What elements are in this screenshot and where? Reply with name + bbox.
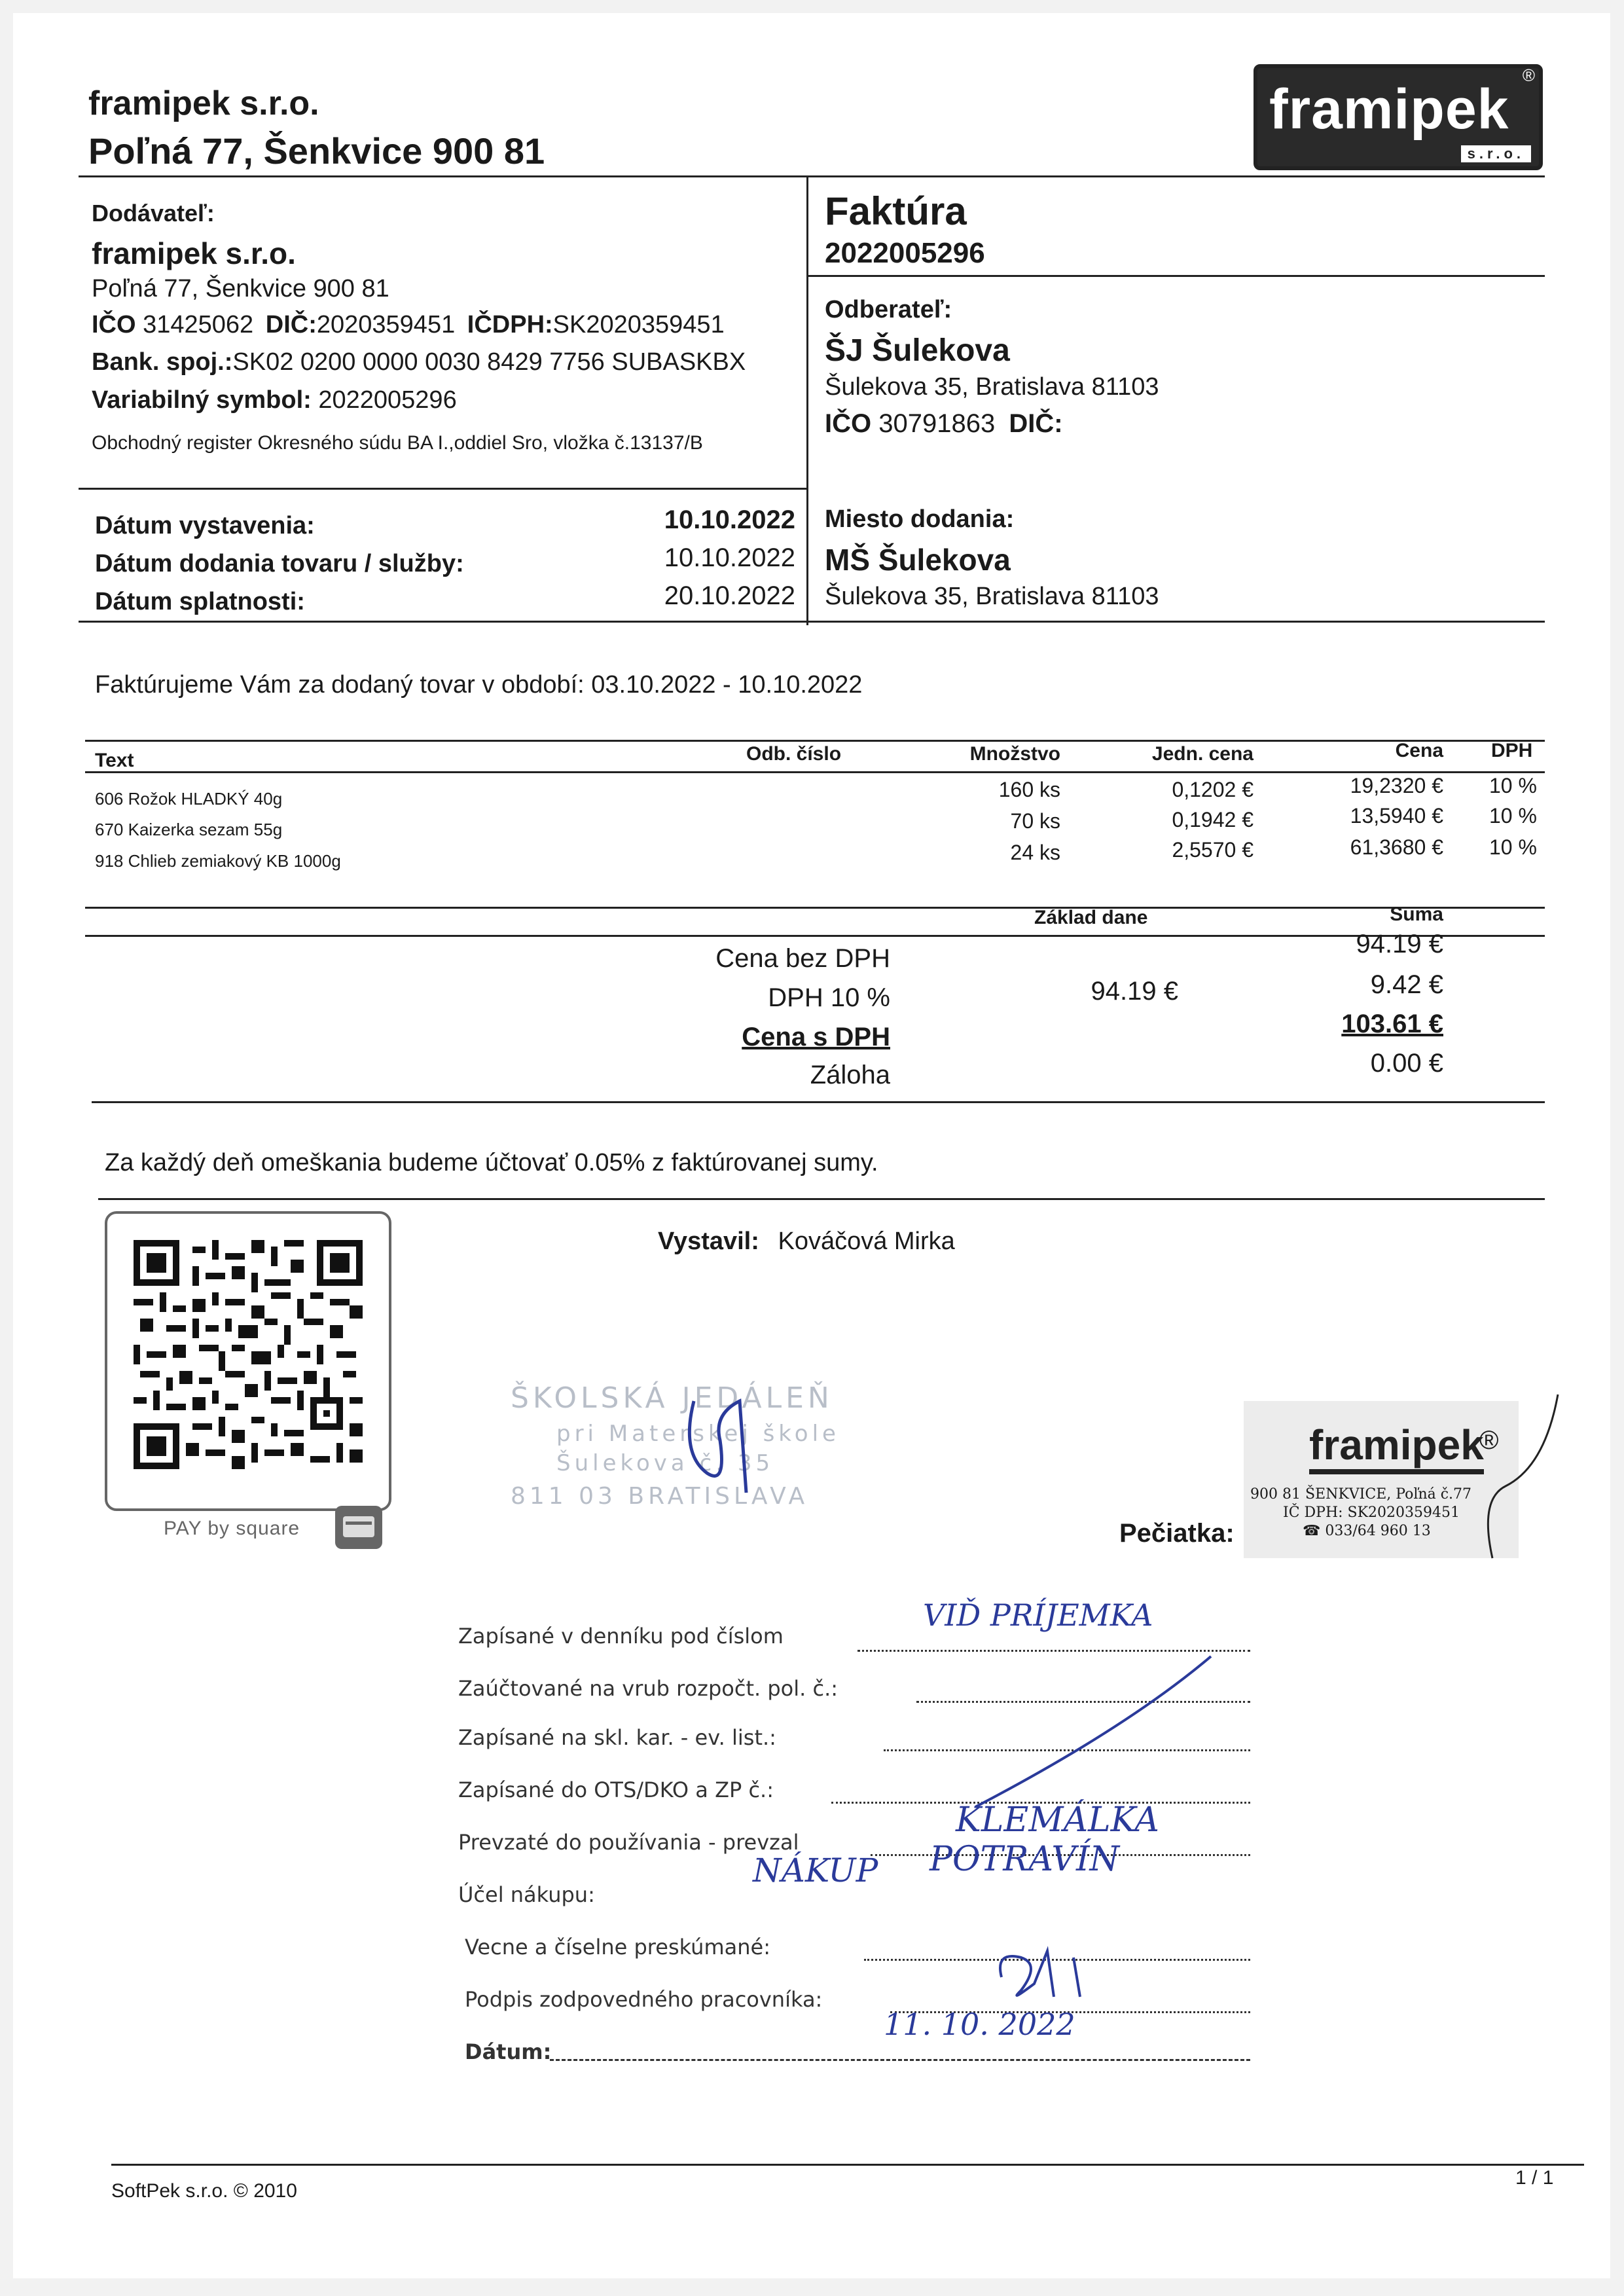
- handwriting-slash: [962, 1650, 1224, 1813]
- delivery-place-address: Šulekova 35, Bratislava 81103: [825, 583, 1159, 610]
- logo-mark: ®: [1522, 65, 1535, 85]
- due-date-label: Dátum splatnosti:: [95, 588, 305, 615]
- ico-label: IČO: [92, 311, 136, 338]
- delivery-place-name: MŠ Šulekova: [825, 543, 1011, 577]
- handwriting-date: 11. 10. 2022: [884, 2007, 1075, 2042]
- item-text: 918 Chlieb zemiakový KB 1000g: [95, 851, 341, 871]
- billing-period: Faktúrujeme Vám za dodaný tovar v období: 03.10.2022 - 10.10.2022: [95, 671, 863, 699]
- penalty-rule: [98, 1198, 1545, 1200]
- with-vat-label: Cena s DPH: [742, 1023, 890, 1051]
- issued-label: Vystavil:: [658, 1228, 759, 1255]
- issued-by: [658, 1228, 955, 1256]
- vat-base-value: 94.19 €: [1091, 977, 1178, 1006]
- company-stamp-mark: ®: [1479, 1426, 1499, 1455]
- icdph-value: SK2020359451: [552, 311, 725, 338]
- company-stamp-line3: ☎ 033/64 960 13: [1303, 1523, 1431, 1539]
- dates-rule: [79, 621, 1545, 623]
- item-text: 670 Kaizerka sezam 55g: [95, 820, 283, 839]
- company-stamp-line2: IČ DPH: SK2020359451: [1283, 1504, 1460, 1521]
- no-vat-label: Cena bez DPH: [715, 944, 890, 973]
- footer-rule: [111, 2164, 1584, 2166]
- item-price: 61,3680 €: [1350, 835, 1443, 859]
- company-stamp-logo: framipek: [1309, 1421, 1484, 1474]
- company-stamp-line1: 900 81 ŠENKVICE, Poľná č.77: [1250, 1486, 1472, 1503]
- item-qty: 24 ks: [1010, 841, 1060, 864]
- issue-date-label: Dátum vystavenia:: [95, 512, 315, 539]
- logo-text: framipek: [1269, 78, 1509, 141]
- sum-header: Suma: [1390, 903, 1443, 925]
- framipek-logo: [1254, 64, 1543, 170]
- signature-mark: [668, 1375, 772, 1506]
- item-unit: 0,1202 €: [1172, 778, 1254, 801]
- delivery-place-heading: Miesto dodania:: [825, 505, 1015, 533]
- issued-name: Kováčová Mirka: [778, 1228, 955, 1255]
- school-stamp-line3: Šulekova č. 35: [556, 1450, 774, 1476]
- vs-value: 2022005296: [318, 386, 457, 414]
- pay-by-square-icon: [335, 1506, 382, 1549]
- item-price: 19,2320 €: [1350, 774, 1443, 797]
- ico-value: 31425062: [143, 311, 254, 338]
- advance-value: 0.00 €: [1370, 1049, 1443, 1078]
- vs-label: Variabilný symbol:: [92, 386, 312, 414]
- form-l9-line: [550, 2059, 1250, 2061]
- item-qty: 160 ks: [998, 778, 1060, 801]
- invoice-number: 2022005296: [825, 237, 985, 269]
- handwriting-l1: VIĎ PRÍJEMKA: [923, 1597, 1153, 1633]
- issue-date: 10.10.2022: [664, 505, 795, 534]
- item-qty: 70 ks: [1010, 809, 1060, 833]
- col-odb: Odb. číslo: [746, 743, 842, 765]
- form-l2: Zaúčtované na vrub rozpočt. pol. č.:: [458, 1676, 839, 1701]
- customer-ico-label: IČO: [825, 409, 872, 438]
- supplier-ids: [92, 311, 725, 339]
- supplier-rule: [79, 488, 806, 490]
- delivery-date-label: Dátum dodania tovaru / služby:: [95, 550, 464, 577]
- customer-address: Šulekova 35, Bratislava 81103: [825, 373, 1159, 401]
- supplier-address: Poľná 77, Šenkvice 900 81: [92, 275, 389, 302]
- item-vat: 10 %: [1489, 774, 1537, 797]
- advance-label: Záloha: [810, 1061, 890, 1089]
- item-vat: 10 %: [1489, 835, 1537, 859]
- customer-heading: Odberateľ:: [825, 296, 952, 323]
- logo-sub: s.r.o.: [1461, 145, 1531, 162]
- stamp-signature-stroke: [1440, 1388, 1571, 1584]
- item-text: 606 Rožok HLADKÝ 40g: [95, 789, 283, 809]
- col-price: Cena: [1395, 740, 1443, 761]
- supplier-heading: Dodávateľ:: [92, 200, 215, 227]
- bank-label: Bank. spoj.:: [92, 348, 233, 376]
- customer-name: ŠJ Šulekova: [825, 333, 1010, 368]
- form-l4: Zapísané do OTS/DKO a ZP č.:: [458, 1777, 774, 1802]
- footer-left: SoftPek s.r.o. © 2010: [111, 2180, 297, 2202]
- vat-label: DPH 10 %: [768, 983, 890, 1012]
- form-l3: Zapísané na skl. kar. - ev. list.:: [458, 1725, 776, 1750]
- customer-ids: [825, 409, 1063, 439]
- no-vat-value: 94.19 €: [1356, 930, 1443, 958]
- header-rule: [79, 175, 1545, 177]
- penalty-note: Za každý deň omeškania budeme účtovať 0.05% z faktúrovanej sumy.: [105, 1149, 878, 1176]
- qr-code: [134, 1240, 363, 1469]
- school-stamp-line2: pri Materskej škole: [556, 1421, 840, 1447]
- handwritten-signature: [982, 1938, 1139, 2016]
- supplier-name: framipek s.r.o.: [92, 236, 296, 270]
- base-header: Základ dane: [1034, 907, 1148, 928]
- customer-dic-label: DIČ:: [1009, 409, 1063, 438]
- header-address: Poľná 77, Šenkvice 900 81: [88, 130, 545, 172]
- form-l9: Dátum:: [465, 2039, 552, 2064]
- customer-ico-value: 30791863: [878, 409, 996, 438]
- stamp-label: Pečiatka:: [1119, 1519, 1235, 1548]
- header-company: framipek s.r.o.: [88, 84, 319, 122]
- table-row: [95, 851, 341, 871]
- block-divider: [806, 177, 808, 625]
- table-row: [95, 820, 282, 840]
- with-vat-value: 103.61 €: [1341, 1010, 1443, 1038]
- item-price: 13,5940 €: [1350, 804, 1443, 828]
- items-header-rule: [85, 771, 1545, 773]
- form-l7: Vecne a číselne preskúmané:: [465, 1935, 770, 1959]
- item-unit: 2,5570 €: [1172, 838, 1254, 862]
- col-unit: Jedn. cena: [1151, 743, 1254, 765]
- totals-bottom-rule: [92, 1101, 1545, 1103]
- footer-right: 1 / 1: [1515, 2167, 1554, 2189]
- supplier-register: Obchodný register Okresného súdu BA I.,oddiel Sro, vložka č.13137/B: [92, 432, 703, 454]
- col-vat: DPH: [1491, 740, 1533, 761]
- handwriting-l5: KLEMÁLKA: [956, 1800, 1159, 1840]
- bank-value: SK02 0200 0000 0030 8429 7756 SUBASKBX: [232, 348, 746, 376]
- table-row: [95, 789, 282, 809]
- qr-frame: [105, 1211, 391, 1511]
- item-unit: 0,1942 €: [1172, 808, 1254, 831]
- pay-by-square-label: PAY by square: [164, 1518, 300, 1539]
- form-l5: Prevzaté do používania - prevzal: [458, 1830, 799, 1855]
- handwriting-l6a: NÁKUP: [753, 1851, 878, 1889]
- due-date: 20.10.2022: [664, 581, 795, 610]
- invoice-page: [13, 13, 1610, 2278]
- item-vat: 10 %: [1489, 804, 1537, 828]
- dic-value: 2020359451: [316, 311, 456, 338]
- supplier-vs: [92, 386, 457, 414]
- col-text: Text: [95, 750, 134, 771]
- handwriting-l6b: POTRAVÍN: [929, 1840, 1120, 1879]
- school-stamp-line1: ŠKOLSKÁ JEDÁLEŇ: [511, 1381, 833, 1415]
- col-qty: Množstvo: [969, 743, 1060, 765]
- vat-value: 9.42 €: [1370, 970, 1443, 999]
- school-stamp-line4: 811 03 BRATISLAVA: [511, 1483, 809, 1510]
- supplier-bank: [92, 348, 746, 376]
- invoice-title: Faktúra: [825, 189, 967, 233]
- icdph-label: IČDPH:: [467, 311, 553, 338]
- form-l8: Podpis zodpovedného pracovníka:: [465, 1987, 823, 2012]
- invoice-rule: [808, 275, 1545, 277]
- form-l1: Zapísané v denníku pod číslom: [458, 1624, 784, 1649]
- dic-label: DIČ:: [265, 311, 317, 338]
- form-l6: Účel nákupu:: [458, 1882, 595, 1907]
- delivery-date: 10.10.2022: [664, 543, 795, 572]
